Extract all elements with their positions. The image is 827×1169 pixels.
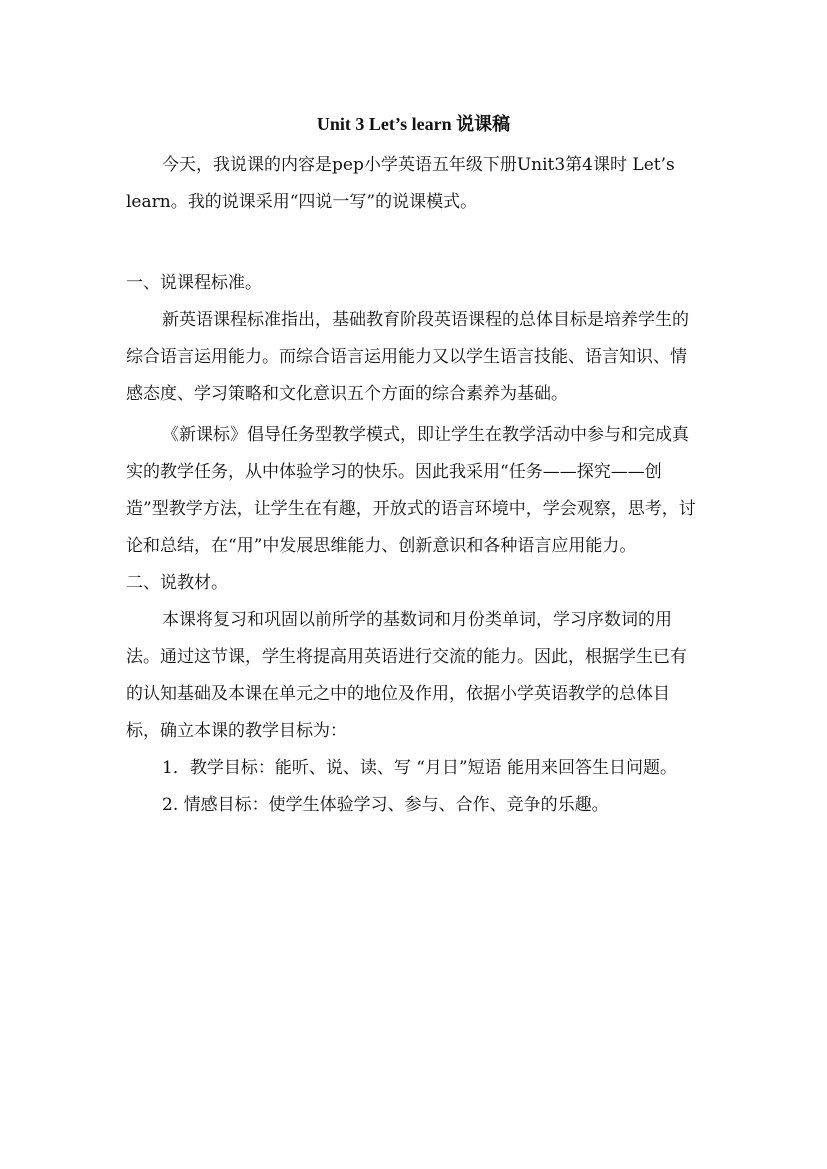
- teaching-goal-item: 1．教学目标：能听、说、读、写 “月日”短语 能用来回答生日问题。: [162, 758, 678, 778]
- section-2-paragraph-1: 本课将复习和巩固以前所学的基数词和月份类单词，学习序数词的用法。通过这节课，学生将提高用英语进行交流的能力。因此，根据学生已有的认知基础及本课在单元之中的地位及作用，依据小学英语教学的总体目标，确立本课的教学目标为：: [126, 610, 687, 741]
- document-title: Unit 3 Let’s learn 说课稿: [316, 114, 511, 134]
- section-2-heading: 二、说教材。: [126, 573, 228, 593]
- section-1-paragraph-2: 《新课标》倡导任务型教学模式，即让学生在教学活动中参与和完成真实的教学任务，从中体验学习的快乐。因此我采用“任务——探究——创造”型教学方法，让学生在有趣，开放式的语言环境中，学会观察，思考，讨论和总结，在“用”中发展思维能力、创新意识和各种语言应用能力。: [126, 425, 696, 556]
- emotional-goal-item: 2. 情感目标：使学生体验学习、参与、合作、竞争的乐趣。: [162, 795, 609, 815]
- intro-paragraph: 今天，我说课的内容是pep小学英语五年级下册Unit3第4课时 Let’s learn。我的说课采用“四说一写”的说课模式。: [126, 155, 675, 212]
- section-1-paragraph-1: 新英语课程标准指出，基础教育阶段英语课程的总体目标是培养学生的综合语言运用能力。而综合语言运用能力又以学生语言技能、语言知识、情感态度、学习策略和文化意识五个方面的综合素养为基础。: [126, 310, 689, 404]
- section-1-heading: 一、说课程标准。: [126, 273, 262, 293]
- spacer: [126, 221, 702, 265]
- document-body: [126, 147, 702, 824]
